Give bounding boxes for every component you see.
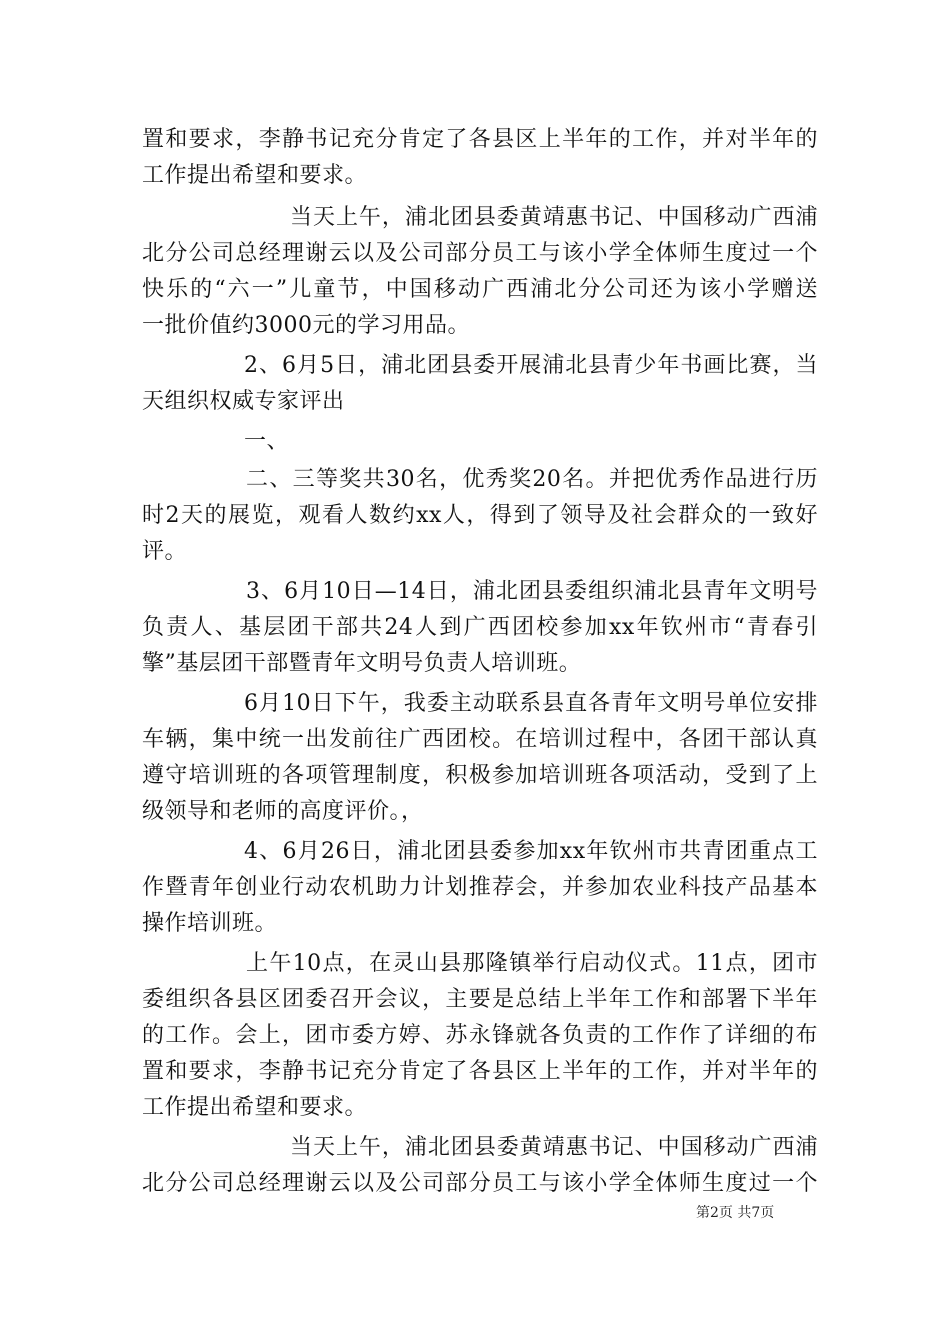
text-line: 操作培训班。 xyxy=(142,911,278,936)
text-line: 6月10日下午，我委主动联系县直各青年文明号单位安排 xyxy=(244,691,818,716)
text-line: 上午10点，在灵山县那隆镇举行启动仪式。11点，团市 xyxy=(246,951,818,976)
text-line: 遵守培训班的各项管理制度，积极参加培训班各项活动，受到了上 xyxy=(142,763,818,788)
text-line: 一批价值约3000元的学习用品。 xyxy=(142,313,470,338)
text-line: 工作提出希望和要求。 xyxy=(142,1095,368,1120)
text-line: 当天上午，浦北团县委黄靖惠书记、中国移动广西浦 xyxy=(290,1135,818,1160)
text-line: 北分公司总经理谢云以及公司部分员工与该小学全体师生度过一个 xyxy=(142,241,818,266)
text-line: 快乐的“六一”儿童节，中国移动广西浦北分公司还为该小学赠送 xyxy=(142,277,818,302)
text-line: 置和要求，李静书记充分肯定了各县区上半年的工作，并对半年的 xyxy=(142,1059,818,1084)
text-line: 一、 xyxy=(244,429,290,454)
text-line: 2、6月5日，浦北团县委开展浦北县青少年书画比赛，当 xyxy=(244,353,818,378)
text-line: 天组织权威专家评出 xyxy=(142,389,345,414)
text-line: 置和要求，李静书记充分肯定了各县区上半年的工作，并对半年的 xyxy=(142,127,818,152)
text-line: 负责人、基层团干部共24人到广西团校参加xx年钦州市“青春引 xyxy=(142,615,818,640)
text-line: 4、6月26日，浦北团县委参加xx年钦州市共青团重点工 xyxy=(244,839,818,864)
text-line: 时2天的展览，观看人数约xx人，得到了领导及社会群众的一致好 xyxy=(142,503,818,528)
text-line: 作暨青年创业行动农机助力计划推荐会，并参加农业科技产品基本 xyxy=(142,875,818,900)
text-line: 北分公司总经理谢云以及公司部分员工与该小学全体师生度过一个 xyxy=(142,1171,818,1196)
text-line: 委组织各县区团委召开会议，主要是总结上半年工作和部署下半年 xyxy=(142,987,818,1012)
text-line: 工作提出希望和要求。 xyxy=(142,163,368,188)
page-number: 第2页 共7页 xyxy=(696,1205,775,1221)
text-line: 擎”基层团干部暨青年文明号负责人培训班。 xyxy=(142,651,582,676)
text-line: 的工作。会上，团市委方婷、苏永锋就各负责的工作作了详细的布 xyxy=(142,1023,818,1048)
text-line: 当天上午，浦北团县委黄靖惠书记、中国移动广西浦 xyxy=(290,205,818,230)
text-line: 3、6月10日—14日，浦北团县委组织浦北县青年文明号 xyxy=(246,579,818,604)
text-line: 二、三等奖共30名，优秀奖20名。并把优秀作品进行历 xyxy=(246,467,818,492)
text-line: 评。 xyxy=(142,539,188,564)
text-line: 车辆，集中统一出发前往广西团校。在培训过程中，各团干部认真 xyxy=(142,727,818,752)
text-line: 级领导和老师的高度评价。， xyxy=(142,799,424,824)
